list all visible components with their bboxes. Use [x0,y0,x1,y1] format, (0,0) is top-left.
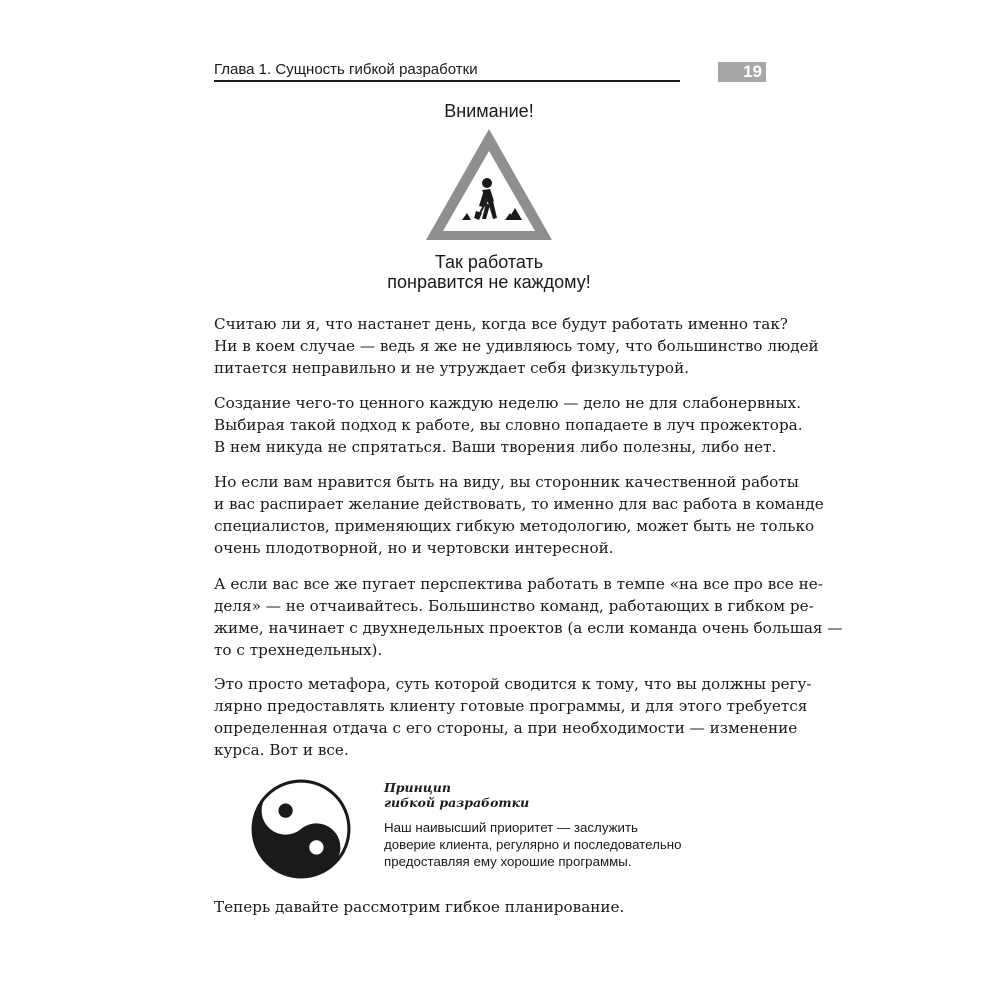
road-work-warning-icon [424,127,554,242]
paragraph-line: Это просто метафора, суть которой сводится к тому, что вы должны регу- [214,675,812,693]
paragraph-line: курса. Вот и все. [214,741,349,759]
paragraph-line: деля» — не отчаивайтесь. Большинство команд, работающих в гибком ре- [214,597,814,615]
paragraph-line: Выбирая такой подход к работе, вы словно попадаете в луч прожектора. [214,416,803,434]
warning-subtitle [339,252,639,292]
paragraph-2 [214,392,803,458]
warning-subtitle-line: понравится не каждому! [387,272,591,292]
paragraph-1 [214,313,819,379]
principle-text-line: предоставляя ему хорошие программы. [384,854,632,869]
principle-title-line: гибкой разработки [384,795,530,810]
paragraph-4 [214,573,843,661]
paragraph-line: жиме, начинает с двухнедельных проектов (а если команда очень большая — [214,619,843,637]
paragraph-line: Ни в коем случае — ведь я же не удивляюсь тому, что большинство людей [214,337,819,355]
paragraph-3 [214,471,824,559]
principle-title-line: Принцип [384,780,451,795]
paragraph-line: очень плодотворной, но и чертовски интересной. [214,539,614,557]
paragraph-line: питается неправильно и не утруждает себя физкультурой. [214,359,690,377]
closing-sentence: Теперь давайте рассмотрим гибкое планирование. [214,898,625,916]
warning-subtitle-line: Так работать [434,252,544,272]
paragraph-line: лярно предоставлять клиенту готовые программы, и для этого требуется [214,697,808,715]
paragraph-line: А если вас все же пугает перспектива работать в темпе «на все про все не- [214,575,823,593]
chapter-title: Глава 1. Сущность гибкой разработки [214,61,478,78]
paragraph-line: Но если вам нравится быть на виду, вы сторонник качественной работы [214,473,799,491]
paragraph-line: определенная отдача с его стороны, а при необходимости — изменение [214,719,798,737]
running-header [214,60,680,82]
principle-text-line: Наш наивысший приоритет — заслужить [384,820,638,835]
paragraph-line: В нем никуда не спрятаться. Ваши творения либо полезны, либо нет. [214,438,777,456]
paragraph-5 [214,673,812,761]
paragraph-line: то с трехнедельных). [214,641,383,659]
yin-yang-icon [250,778,352,880]
paragraph-line: специалистов, применяющих гибкую методологию, может быть не только [214,517,815,535]
principle-text [384,819,724,870]
page-number: 19 [718,62,766,82]
paragraph-line: Создание чего-то ценного каждую неделю — дело не для слабонервных. [214,394,802,412]
principle-text-line: доверие клиента, регулярно и последовательно [384,837,682,852]
paragraph-line: Считаю ли я, что настанет день, когда все будут работать именно так? [214,315,788,333]
paragraph-line: и вас распирает желание действовать, то именно для вас работа в команде [214,495,824,513]
principle-title [384,780,529,810]
warning-title: Внимание! [444,101,534,121]
